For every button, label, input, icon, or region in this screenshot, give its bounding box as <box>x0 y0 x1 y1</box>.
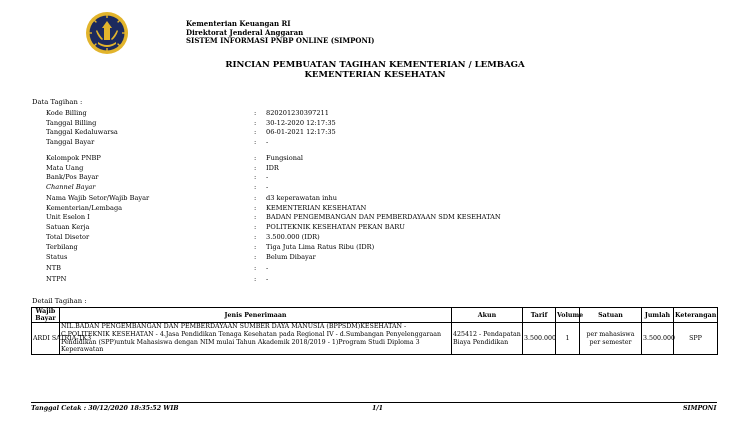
table-row <box>32 323 718 355</box>
col-header: Satuan <box>580 308 642 323</box>
field-value: - <box>266 173 269 181</box>
field-row <box>46 183 646 192</box>
cell-volume: 1 <box>556 323 580 355</box>
field-label: Kelompok PNBP <box>46 154 101 162</box>
field-label: Kementerian/Lembaga <box>46 203 123 212</box>
field-colon: : <box>254 128 257 136</box>
org-ministry: Kementerian Keuangan RI <box>186 19 291 28</box>
detail-table <box>31 307 718 355</box>
field-label: NTPN <box>46 275 67 283</box>
field-label: Status <box>46 253 68 261</box>
field-row <box>46 243 646 252</box>
field-value: - <box>266 182 269 191</box>
field-row <box>46 264 646 273</box>
field-value: Belum Dibayar <box>266 253 316 261</box>
field-row <box>46 154 646 163</box>
cell-tarif: 3.500.000 <box>523 323 556 355</box>
field-colon: : <box>254 233 257 241</box>
page-number: 1/1 <box>372 405 384 412</box>
field-label: Nama Wajib Setor/Wajib Bayar <box>46 194 150 202</box>
field-row <box>46 253 646 262</box>
field-value: POLITEKNIK KESEHATAN PEKAN BARU <box>266 223 405 231</box>
field-row <box>46 233 646 242</box>
field-colon: : <box>254 243 257 251</box>
document-title: RINCIAN PEMBUATAN TAGIHAN KEMENTERIAN / LEMBAGA <box>225 60 525 70</box>
field-colon: : <box>254 163 257 172</box>
field-label: Tanggal Billing <box>46 118 97 127</box>
org-system: SISTEM INFORMASI PNBP ONLINE (SIMPONI) <box>186 36 375 46</box>
field-row <box>46 204 646 213</box>
field-value: 30-12-2020 12:17:35 <box>266 118 336 127</box>
col-header: Jumlah <box>642 308 674 323</box>
field-value: d3 keperawatan inhu <box>266 194 337 202</box>
field-colon: : <box>254 182 257 191</box>
field-label: Terbilang <box>46 243 78 251</box>
table-header-row <box>32 308 718 323</box>
field-colon: : <box>254 194 257 202</box>
detail-tagihan-label: Detail Tagihan : <box>32 297 87 305</box>
field-row <box>46 119 646 128</box>
field-row <box>46 194 646 203</box>
field-row <box>46 128 646 137</box>
col-header: Keterangan <box>674 308 718 323</box>
field-value: BADAN PENGEMBANGAN DAN PEMBERDAYAAN SDM KESEHATAN <box>266 213 501 221</box>
field-value: IDR <box>266 163 279 172</box>
cell-wajib-bayar: ARDI SATRIA-TK3 <box>32 323 60 355</box>
print-date: Tanggal Cetak : 30/12/2020 18:35:52 WIB <box>31 405 179 412</box>
field-value: - <box>266 137 269 146</box>
field-row <box>46 164 646 173</box>
field-value: Tiga Juta Lima Ratus Ribu (IDR) <box>266 243 375 251</box>
col-header: Jenis Penerimaan <box>60 308 452 323</box>
cell-jumlah: 3.500.000 <box>642 323 674 355</box>
field-label: NTB <box>46 264 62 272</box>
field-label: Channel Bayar <box>46 182 96 191</box>
field-value: 3.500.000 (IDR) <box>266 233 320 241</box>
cell-keterangan: SPP <box>674 323 718 355</box>
kemenkeu-logo-icon <box>84 10 130 56</box>
field-value: 06-01-2021 12:17:35 <box>266 128 336 136</box>
field-value: 820201230397211 <box>266 109 329 117</box>
cell-akun: 425412 - Pendapatan Biaya Pendidikan <box>452 323 523 355</box>
field-colon: : <box>254 137 257 146</box>
field-label: Tanggal Kedaluwarsa <box>46 128 118 136</box>
field-colon: : <box>254 253 257 261</box>
field-value: - <box>266 264 269 272</box>
col-header: Volume <box>556 308 580 323</box>
field-colon: : <box>254 109 257 117</box>
col-header: Tarif <box>523 308 556 323</box>
org-directorate: Direktorat Jenderal Anggaran <box>186 27 304 37</box>
field-colon: : <box>254 213 257 221</box>
cell-jenis-penerimaan: NIL.BADAN PENGEMBANGAN DAN PEMBERDAYAAN SUMBER DAYA MANUSIA (BPPSDM)KESEHATAN - C.POLITEKNIK KESEHATAN - 4.Jasa Pendidikan Tenaga Kesehatan pada Regional IV - d.Sumbangan Penyelenggaraan Pendidikan (SPP)untuk Mahasiswa dengan NIM mulai Tahun Akademik 2018/2019 - 1)Program Studi Diploma 3 Keperawatan <box>60 323 452 355</box>
field-value: KEMENTERIAN KESEHATAN <box>266 203 367 212</box>
field-colon: : <box>254 118 257 127</box>
field-row <box>46 213 646 222</box>
field-row <box>46 109 646 118</box>
field-colon: : <box>254 264 257 272</box>
col-header: Wajib Bayar <box>32 308 60 323</box>
cell-satuan: per mahasiswa per semester <box>580 323 642 355</box>
field-row <box>46 173 646 182</box>
field-colon: : <box>254 203 257 212</box>
data-tagihan-label: Data Tagihan : <box>32 98 83 106</box>
field-label: Satuan Kerja <box>46 223 90 231</box>
field-colon: : <box>254 275 257 283</box>
field-label: Bank/Pos Bayar <box>46 173 99 181</box>
field-colon: : <box>254 154 257 162</box>
field-value: Fungsional <box>266 154 304 162</box>
footer-divider <box>31 402 717 403</box>
field-label: Mata Uang <box>46 163 84 172</box>
field-label: Unit Eselon I <box>46 213 90 221</box>
org-header <box>186 20 375 46</box>
system-name: SIMPONI <box>683 405 717 412</box>
field-row <box>46 138 646 147</box>
field-label: Total Disetor <box>46 233 90 241</box>
col-header: Akun <box>452 308 523 323</box>
field-row <box>46 223 646 232</box>
field-colon: : <box>254 173 257 181</box>
field-label: Kode Billing <box>46 109 87 117</box>
field-value: - <box>266 275 269 283</box>
field-colon: : <box>254 223 257 231</box>
document-subtitle: KEMENTERIAN KESEHATAN <box>304 70 446 80</box>
field-row <box>46 275 646 284</box>
field-label: Tanggal Bayar <box>46 137 95 146</box>
